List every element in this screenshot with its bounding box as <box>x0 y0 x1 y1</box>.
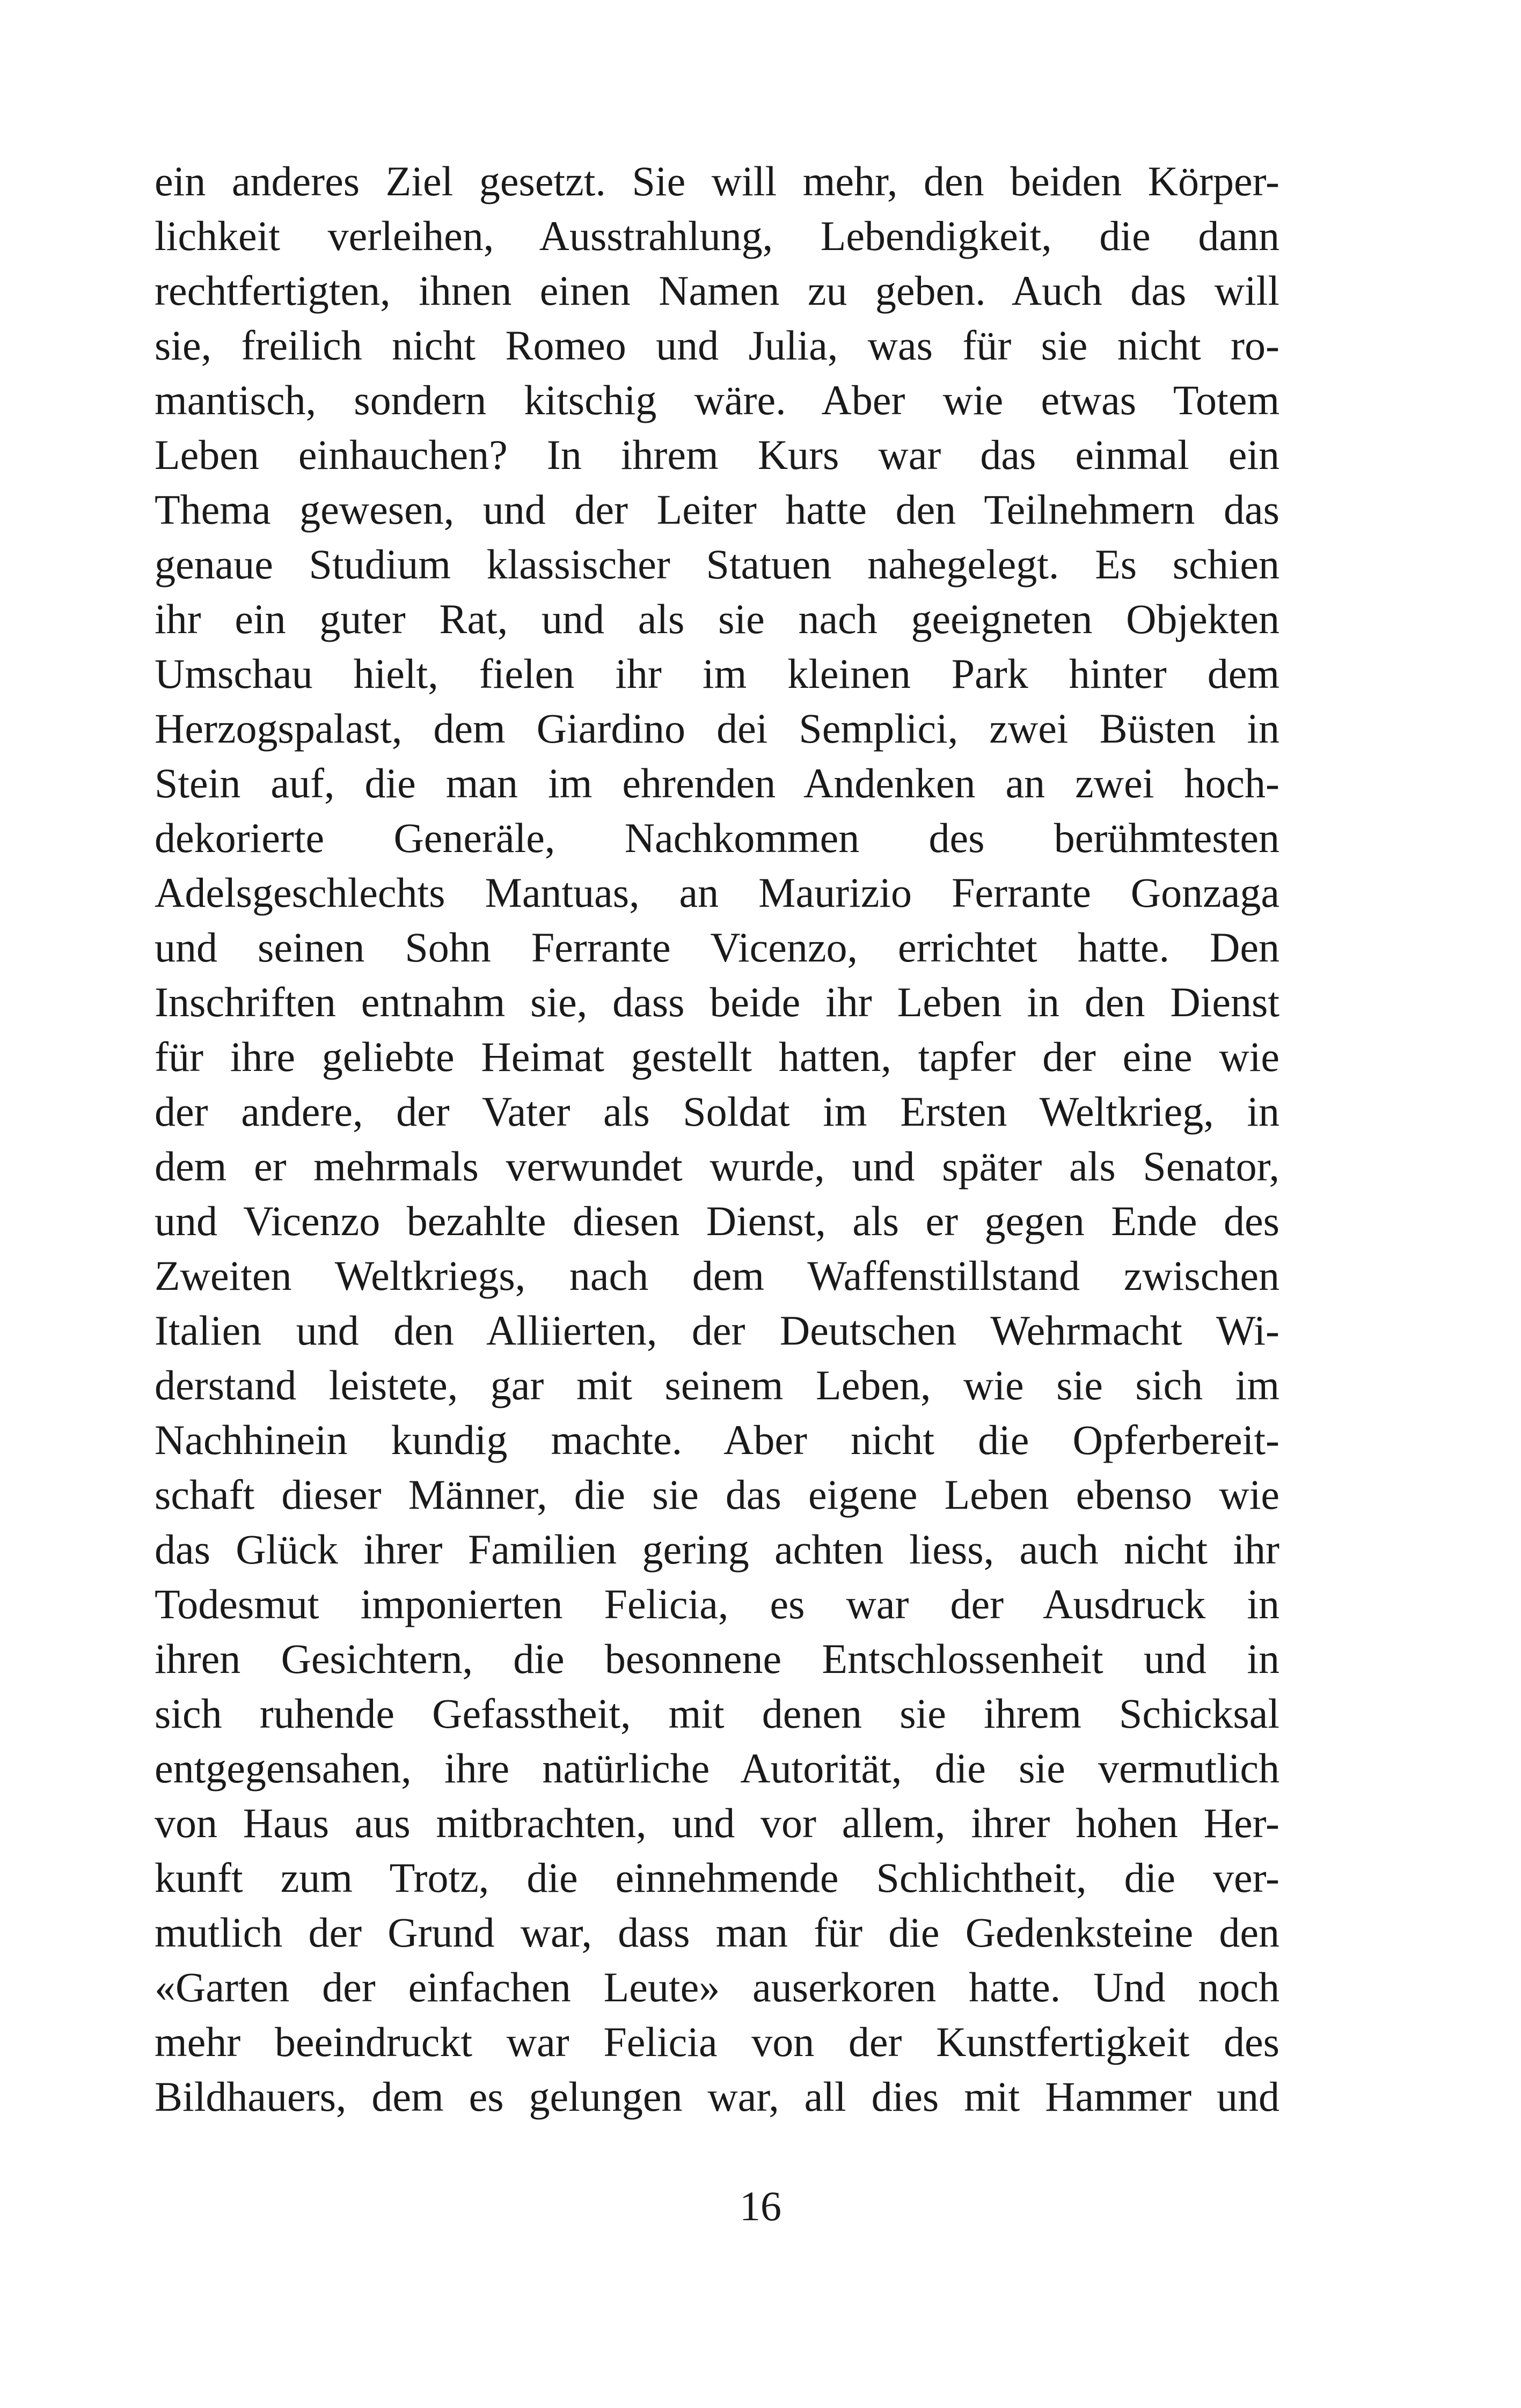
text-line: für ihre geliebte Heimat gestellt hatten, tapfer der eine wie <box>155 1033 1279 1080</box>
text-line: Adelsgeschlechts Mantuas, an Maurizio Ferrante Gonzaga <box>155 869 1279 916</box>
text-line: dekorierte Generäle, Nachkommen des berühmtesten <box>155 814 1279 861</box>
text-line: und seinen Sohn Ferrante Vicenzo, errichtet hatte. Den <box>155 924 1279 971</box>
text-line: genaue Studium klassischer Statuen nahegelegt. Es schien <box>155 541 1279 588</box>
text-line: entgegensahen, ihre natürliche Autorität, die sie vermutlich <box>155 1745 1279 1792</box>
text-line: Umschau hielt, fielen ihr im kleinen Park hinter dem <box>155 650 1279 697</box>
body-text <box>155 154 1279 2124</box>
text-line: Stein auf, die man im ehrenden Andenken an zwei hoch- <box>155 760 1279 806</box>
text-line: sie, freilich nicht Romeo und Julia, was für sie nicht ro- <box>155 322 1279 369</box>
text-line: Nachhinein kundig machte. Aber nicht die Opferbereit- <box>155 1416 1279 1463</box>
text-line: und Vicenzo bezahlte diesen Dienst, als er gegen Ende des <box>155 1198 1279 1244</box>
text-line: ihr ein guter Rat, und als sie nach geeigneten Objekten <box>155 596 1279 642</box>
text-line: mantisch, sondern kitschig wäre. Aber wie etwas Totem <box>155 377 1279 423</box>
text-line: derstand leistete, gar mit seinem Leben, wie sie sich im <box>155 1362 1279 1408</box>
text-line: mutlich der Grund war, dass man für die Gedenksteine den <box>155 1909 1279 1956</box>
text-line: ihren Gesichtern, die besonnene Entschlossenheit und in <box>155 1635 1279 1682</box>
text-line: der andere, der Vater als Soldat im Ersten Weltkrieg, in <box>155 1088 1279 1135</box>
text-line: dem er mehrmals verwundet wurde, und später als Senator, <box>155 1143 1279 1190</box>
text-line: von Haus aus mitbrachten, und vor allem, ihrer hohen Her- <box>155 1800 1279 1846</box>
text-line: mehr beeindruckt war Felicia von der Kunstfertigkeit des <box>155 2018 1279 2065</box>
text-line: Herzogspalast, dem Giardino dei Semplici, zwei Büsten in <box>155 705 1279 752</box>
text-line: Italien und den Alliierten, der Deutschen Wehrmacht Wi- <box>155 1307 1279 1354</box>
text-line: Leben einhauchen? In ihrem Kurs war das einmal ein <box>155 431 1279 478</box>
page-number: 16 <box>740 2183 781 2229</box>
text-line: kunft zum Trotz, die einnehmende Schlichtheit, die ver- <box>155 1854 1279 1901</box>
text-line: Zweiten Weltkriegs, nach dem Waffenstillstand zwischen <box>155 1252 1279 1299</box>
text-line: das Glück ihrer Familien gering achten liess, auch nicht ihr <box>155 1526 1279 1573</box>
text-line: sich ruhende Gefasstheit, mit denen sie ihrem Schicksal <box>155 1690 1279 1737</box>
text-line: lichkeit verleihen, Ausstrahlung, Lebendigkeit, die dann <box>155 212 1279 259</box>
text-line: rechtfertigten, ihnen einen Namen zu geben. Auch das will <box>155 267 1279 314</box>
text-line: Bildhauers, dem es gelungen war, all dies mit Hammer und <box>155 2073 1279 2120</box>
text-line: «Garten der einfachen Leute» auserkoren hatte. Und noch <box>155 1964 1279 2010</box>
text-line: Todesmut imponierten Felicia, es war der Ausdruck in <box>155 1581 1279 1627</box>
text-line: Thema gewesen, und der Leiter hatte den Teilnehmern das <box>155 486 1279 533</box>
text-line: Inschriften entnahm sie, dass beide ihr Leben in den Dienst <box>155 979 1279 1025</box>
text-line: schaft dieser Männer, die sie das eigene Leben ebenso wie <box>155 1471 1279 1518</box>
text-line: ein anderes Ziel gesetzt. Sie will mehr, den beiden Körper- <box>155 158 1279 204</box>
